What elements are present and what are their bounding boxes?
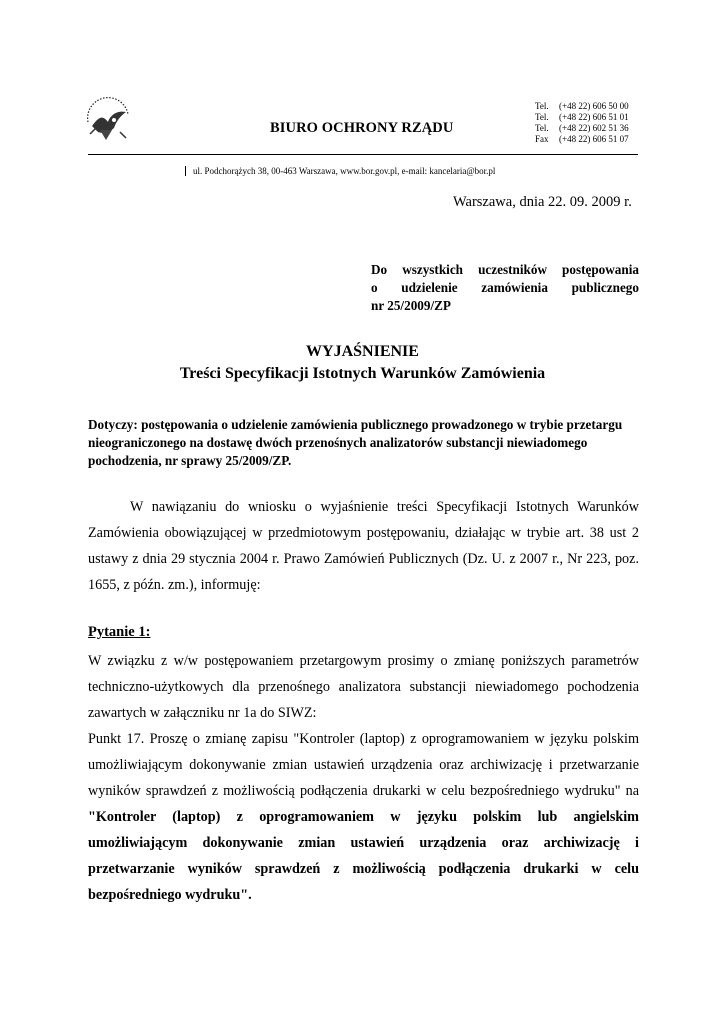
header-divider xyxy=(88,154,638,155)
contact-label: Tel. xyxy=(535,123,549,133)
recipient-block xyxy=(371,261,639,315)
organization-name: BIURO OCHRONY RZĄDU xyxy=(270,120,454,136)
contact-row xyxy=(535,134,629,145)
document-subtitle: Treści Specyfikacji Istotnych Warunków Zamówienia xyxy=(179,365,546,382)
question-body xyxy=(88,648,639,908)
contact-row xyxy=(535,112,629,123)
contact-value: (+48 22) 602 51 36 xyxy=(559,123,629,133)
intro-paragraph: W nawiązaniu do wniosku o wyjaśnienie treści Specyfikacji Istotnych Warunków Zamówienia obowiązującej w przedmiotowym postępowaniu, działając w trybie art. 38 ust 2 ustawy z dnia 29 stycznia 2004 r. Prawo Zamówień Publicznych (Dz. U. z 2007 r., Nr 223, poz. 1655, z późn. zm.), informuję: xyxy=(88,499,639,593)
question-paragraph xyxy=(88,726,639,908)
subject-paragraph: Dotyczy: postępowania o udzielenie zamówienia publicznego prowadzonego w trybie przetargu nieograniczonego na dostawę dwóch przenośnych analizatorów substancji niewiadomego pochodzenia, nr sprawy 25/2009/ZP. xyxy=(88,417,623,468)
recipient-line: o udzielenie zamówienia publicznego xyxy=(371,280,639,295)
proposed-wording: "Kontroler (laptop) z oprogramowaniem w języku polskim lub angielskim umożliwiającym dokonywanie zmian ustawień urządzenia oraz archiwizację i przetwarzanie wyników sprawdzeń z możliwością podłączenia drukarki w celu bezpośredniego wydruku". xyxy=(88,809,639,903)
contact-value: (+48 22) 606 51 01 xyxy=(559,112,629,122)
question-text: Punkt 17. Proszę o zmianę zapisu "Kontroler (laptop) z oprogramowaniem w języku polskim umożliwiającym dokonywanie zmian ustawień urządzenia oraz archiwizację i przetwarzanie wyników sprawdzeń z możliwością podłączenia drukarki w celu bezpośredniego wydruku" na xyxy=(88,731,639,799)
eagle-emblem-icon xyxy=(80,92,136,148)
contact-label: Tel. xyxy=(535,101,549,111)
document-title: WYJAŚNIENIE xyxy=(306,343,419,360)
question-paragraph: W związku z w/w postępowaniem przetargowym prosimy o zmianę poniższych parametrów techniczno-użytkowych dla przenośnego analizatora substancji niewiadomego pochodzenia zawartych w załączniku nr 1a do SIWZ: xyxy=(88,653,639,721)
contact-value: (+48 22) 606 51 07 xyxy=(559,134,629,144)
contact-block xyxy=(535,101,629,145)
recipient-case-number: nr 25/2009/ZP xyxy=(371,298,451,313)
contact-label: Tel. xyxy=(535,112,549,122)
contact-label: Fax xyxy=(535,134,549,144)
contact-value: (+48 22) 606 50 00 xyxy=(559,101,629,111)
contact-row xyxy=(535,123,629,134)
address-marker xyxy=(185,166,186,176)
recipient-line: Do wszystkich uczestników postępowania xyxy=(371,262,639,277)
date-line: Warszawa, dnia 22. 09. 2009 r. xyxy=(453,194,632,210)
question-heading: Pytanie 1: xyxy=(88,624,151,640)
contact-row xyxy=(535,101,629,112)
address-line: ul. Podchorążych 38, 00-463 Warszawa, www.bor.gov.pl, e-mail: kancelaria@bor.pl xyxy=(193,166,496,176)
